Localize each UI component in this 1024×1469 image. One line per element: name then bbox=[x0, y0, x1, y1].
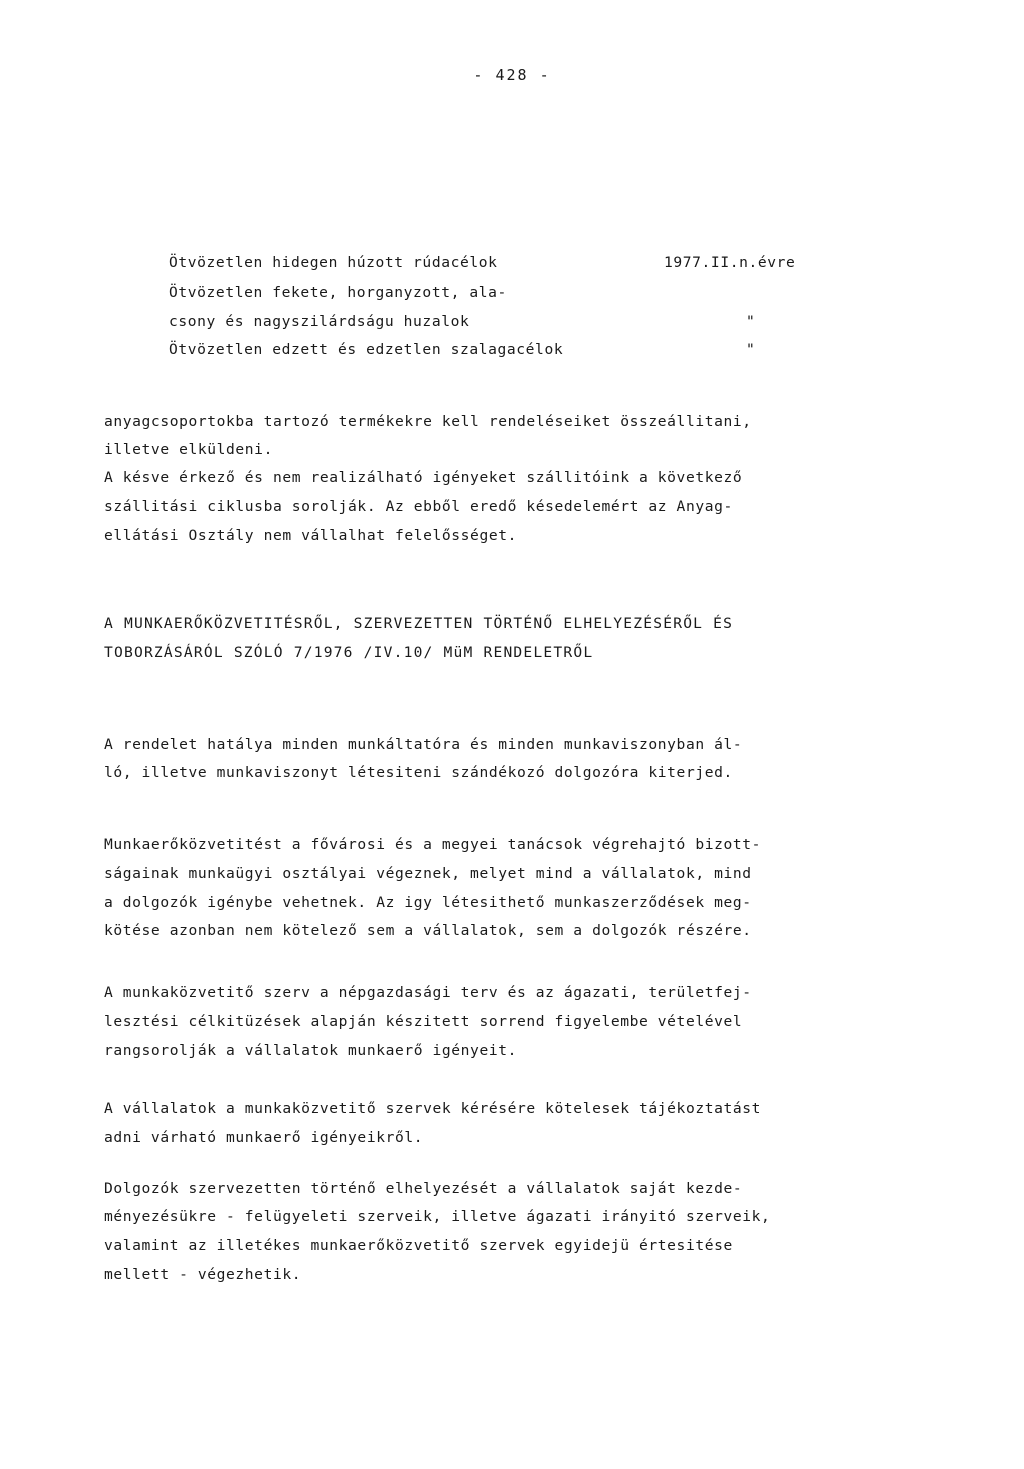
text-line: Munkaerőközvetitést a fővárosi és a megyei tanácsok végrehajtó bizott- bbox=[104, 836, 762, 853]
text-line: A vállalatok a munkaközvetitő szervek kérésére kötelesek tájékoztatást bbox=[104, 1100, 762, 1117]
table-row bbox=[169, 284, 869, 308]
text-line: A késve érkező és nem realizálható igényeket szállitóink a következő bbox=[104, 469, 743, 486]
table-cell-material: Ötvözetlen hidegen húzott rúdacélok bbox=[169, 254, 498, 271]
text-line: valamint az illetékes munkaerőközvetitő szervek egyidejü értesitése bbox=[104, 1237, 733, 1254]
heading-line: TOBORZÁSÁRÓL SZÓLÓ 7/1976 /IV.10/ MüM RENDELETRŐL bbox=[104, 644, 594, 661]
text-line: ellátási Osztály nem vállalhat felelősséget. bbox=[104, 527, 517, 544]
text-line: lesztési célkitüzések alapján készitett sorrend figyelembe vételével bbox=[104, 1013, 743, 1030]
text-line: Dolgozók szervezetten történő elhelyezését a vállalatok saját kezde- bbox=[104, 1180, 743, 1197]
text-line: rangsorolják a vállalatok munkaerő igényeit. bbox=[104, 1042, 517, 1059]
text-line: anyagcsoportokba tartozó termékekre kell rendeléseiket összeállitani, bbox=[104, 413, 752, 430]
table-cell-material: csony és nagyszilárdságu huzalok bbox=[169, 313, 470, 330]
text-line: ságainak munkaügyi osztályai végeznek, melyet mind a vállalatok, mind bbox=[104, 865, 752, 882]
text-line: kötése azonban nem kötelező sem a vállalatok, sem a dolgozók részére. bbox=[104, 922, 752, 939]
text-line: adni várható munkaerő igényeikről. bbox=[104, 1129, 424, 1146]
text-line: szállitási ciklusba sorolják. Az ebből eredő késedelemért az Anyag- bbox=[104, 498, 733, 515]
text-line: illetve elküldeni. bbox=[104, 441, 273, 458]
table-row bbox=[169, 254, 869, 278]
text-line: a dolgozók igénybe vehetnek. Az igy létesithető munkaszerződések meg- bbox=[104, 894, 752, 911]
table-cell-material: Ötvözetlen fekete, horganyzott, ala- bbox=[169, 284, 507, 301]
text-line: A rendelet hatálya minden munkáltatóra és minden munkaviszonyban ál- bbox=[104, 736, 743, 753]
text-line: ményezésükre - felügyeleti szerveik, illetve ágazati irányitó szerveik, bbox=[104, 1208, 771, 1225]
table-row bbox=[169, 313, 869, 337]
text-line: ló, illetve munkaviszonyt létesiteni szándékozó dolgozóra kiterjed. bbox=[104, 764, 733, 781]
table-row bbox=[169, 341, 869, 365]
table-cell-deadline: " bbox=[746, 313, 756, 330]
table-cell-deadline: 1977.II.n.évre bbox=[664, 254, 796, 271]
text-line: A munkaközvetitő szerv a népgazdasági terv és az ágazati, területfej- bbox=[104, 984, 752, 1001]
heading-line: A MUNKAERŐKÖZVETITÉSRŐL, SZERVEZETTEN TÖRTÉNŐ ELHELYEZÉSÉRŐL ÉS bbox=[104, 615, 734, 632]
table-cell-material: Ötvözetlen edzett és edzetlen szalagacélok bbox=[169, 341, 564, 358]
page-number: - 428 - bbox=[473, 66, 551, 84]
text-line: mellett - végezhetik. bbox=[104, 1266, 302, 1283]
table-cell-deadline: " bbox=[746, 341, 756, 358]
